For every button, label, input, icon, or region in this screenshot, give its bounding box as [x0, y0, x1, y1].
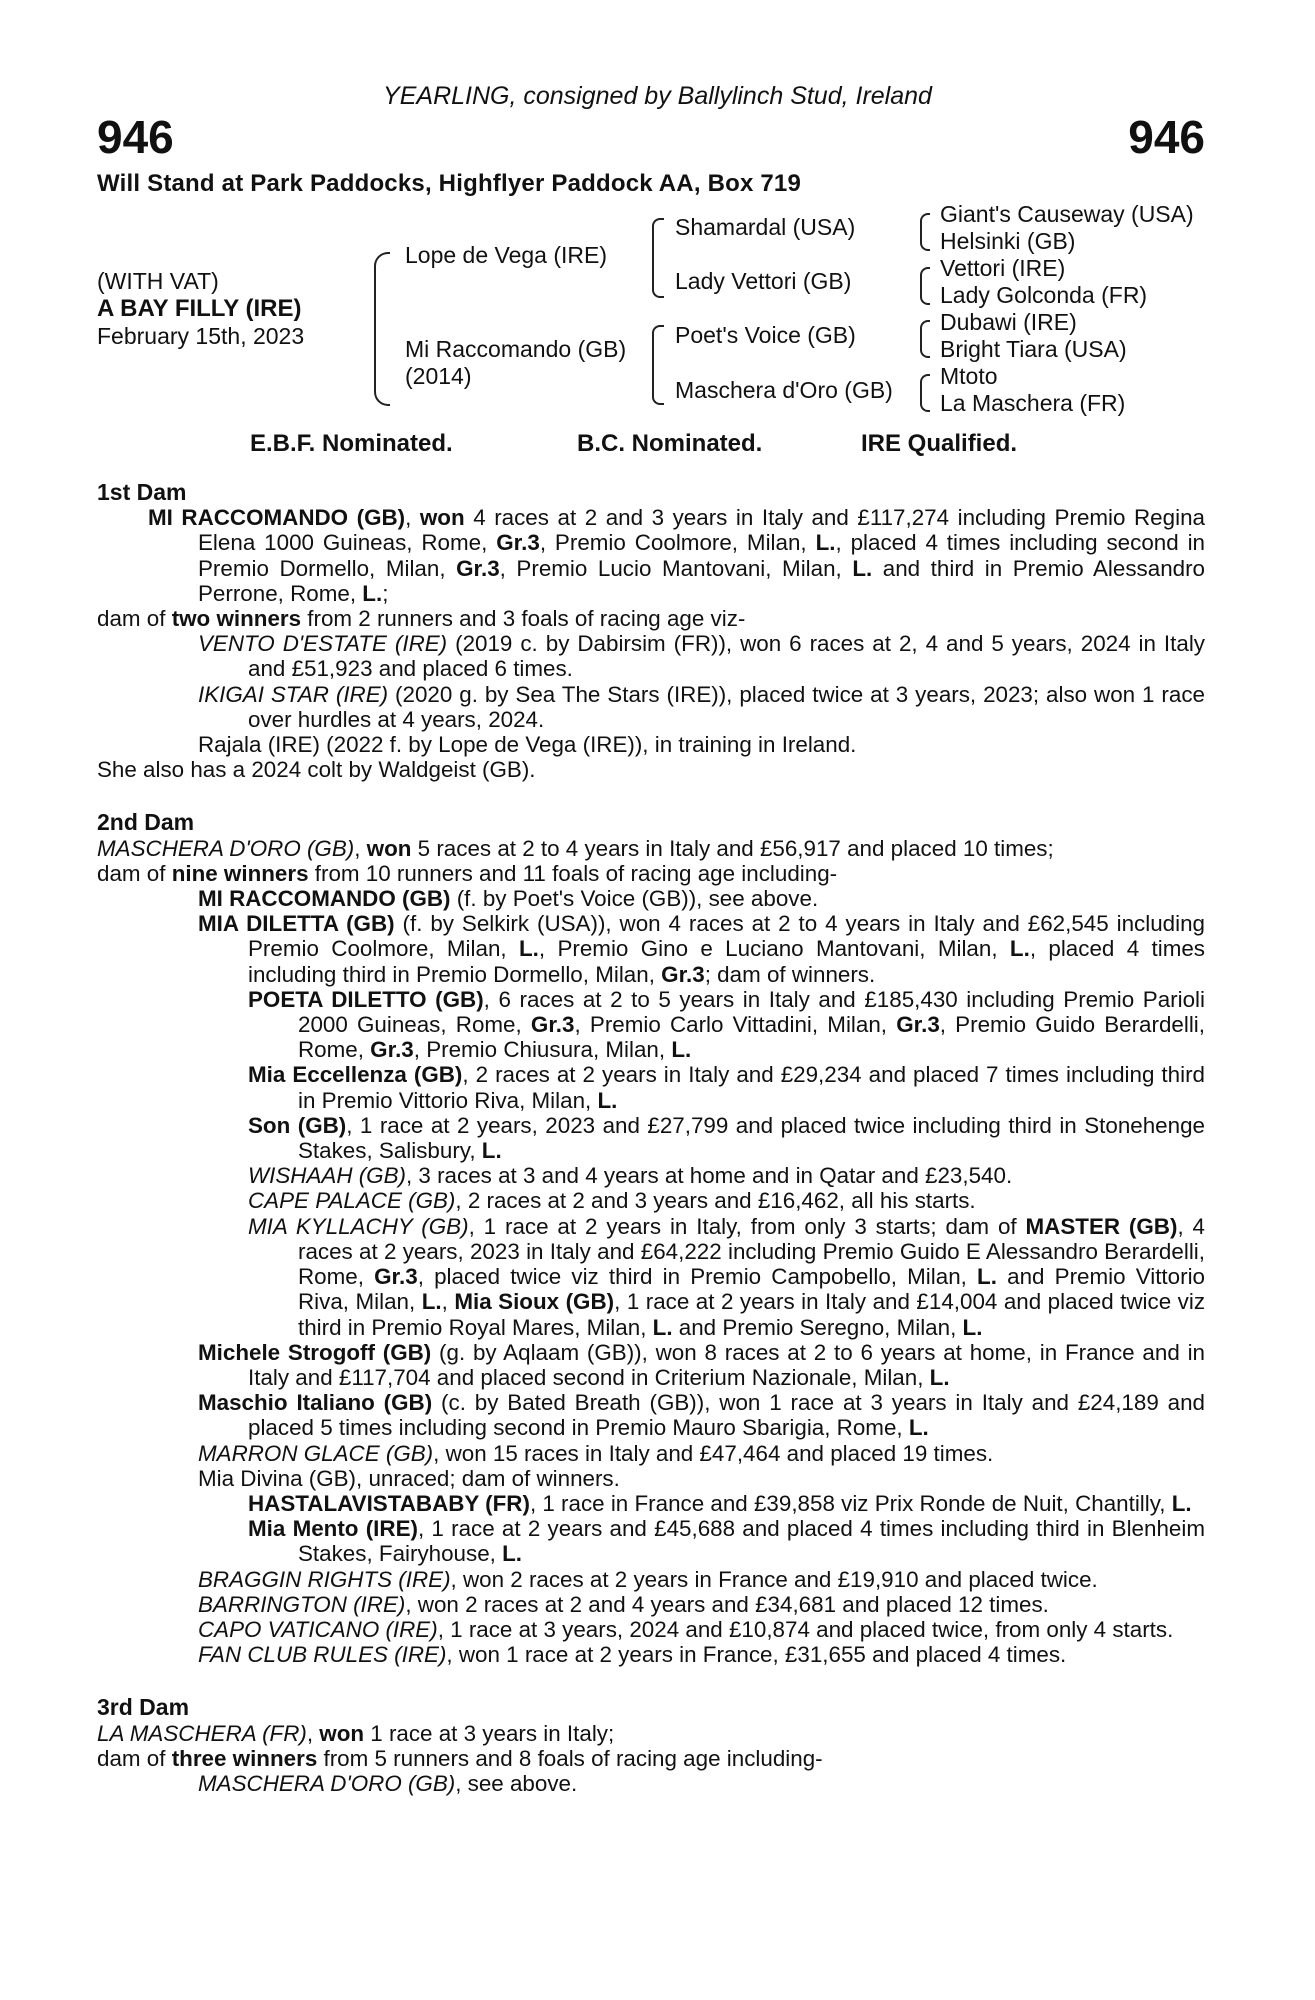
- text: , won 1 race at 2 years in France, £31,655 and placed 4 times.: [446, 1642, 1067, 1668]
- produce-name: HASTALAVISTABABY (FR): [248, 1490, 530, 1516]
- dam-name: MASCHERA D'ORO (GB): [97, 835, 355, 861]
- horse-name: A BAY FILLY (IRE): [97, 295, 302, 322]
- won-word: won: [419, 505, 465, 531]
- grandproduce-entry: [97, 1491, 1205, 1516]
- ggp-brace-4: [920, 374, 930, 412]
- second-dam-heading: 2nd Dam: [97, 809, 195, 836]
- won-word: won: [319, 1720, 365, 1746]
- produce-entry: [97, 1567, 1205, 1592]
- text: , won 2 races at 2 and 4 years and £34,681 and placed 12 times.: [405, 1591, 1049, 1617]
- dam-dam: Maschera d'Oro (GB): [675, 377, 893, 403]
- listed-race: L.: [421, 1289, 442, 1315]
- produce-entry: [97, 1592, 1205, 1617]
- dam-name: LA MASCHERA (FR): [97, 1720, 307, 1746]
- second-dam-entry: MASCHERA D'ORO (GB), won 5 races at 2 to 4 years in Italy and £56,917 and placed 10 times;: [97, 835, 1054, 861]
- produce-name: MIA DILETTA (GB): [198, 911, 395, 937]
- text: , 4 races at 2 years, 2023 in Italy and £64,222 including Premio Guido E Alessandro Berardelli, Rome,: [298, 1213, 1205, 1290]
- second-dam-produce-summary: [97, 861, 1205, 886]
- group-race: Gr.3: [456, 555, 500, 581]
- grandproduce-entry: [97, 1113, 1205, 1163]
- foaled-date: February 15th, 2023: [97, 323, 305, 349]
- text: , 6 races at 2 to 5 years in Italy and £185,430 including Premio Parioli 2000 Guineas, Rome,: [298, 986, 1205, 1038]
- produce-name: Maschio Italiano (GB): [198, 1390, 433, 1416]
- text: , see above.: [455, 1770, 578, 1796]
- ebf-nomination: E.B.F. Nominated.: [250, 430, 453, 457]
- produce-name: Son (GB): [248, 1112, 347, 1138]
- catalogue-body: [97, 480, 1205, 1796]
- produce-name: Michele Strogoff (GB): [198, 1339, 432, 1365]
- produce-entry: [97, 1642, 1205, 1667]
- sale-line: YEARLING, consigned by Ballylinch Stud, Ireland: [383, 82, 932, 110]
- text: , Premio Lucio Mantovani, Milan,: [499, 555, 853, 581]
- produce-name: BARRINGTON (IRE): [198, 1591, 406, 1617]
- grandproduce-entry: [97, 1062, 1205, 1112]
- listed-race: L.: [1171, 1490, 1192, 1516]
- text: 5 races at 2 to 4 years in Italy and £56,917 and placed 10 times;: [411, 835, 1054, 861]
- third-dam-entry: LA MASCHERA (FR), won 1 race at 3 years in Italy;: [97, 1720, 615, 1746]
- produce-entry: Rajala (IRE) (2022 f. by Lope de Vega (IRE)), in training in Ireland.: [198, 732, 857, 758]
- listed-race: L.: [518, 936, 539, 962]
- grandproduce-entry: [97, 1214, 1205, 1340]
- text: , 1 race at 2 years and £45,688 and placed 4 times including third in Blenheim Stakes, Fairyhouse,: [298, 1516, 1205, 1567]
- vat-label: (WITH VAT): [97, 268, 219, 294]
- listed-race: L.: [962, 1314, 983, 1340]
- text: (g. by Aqlaam (GB)), won 8 races at 2 to 6 years at home, in France and in Italy and £117,704 and placed second in Criterium Nazionale, Milan,: [248, 1339, 1205, 1390]
- grandproduce-entry: [97, 1188, 1205, 1213]
- text: , won 15 races in Italy and £47,464 and placed 19 times.: [433, 1440, 994, 1466]
- text: , 3 races at 3 and 4 years at home and in Qatar and £23,540.: [405, 1163, 1013, 1189]
- produce-name: IKIGAI STAR (IRE): [198, 681, 389, 707]
- text: , 1 race at 2 years in Italy, from only 3 starts; dam of: [468, 1213, 1026, 1239]
- ggp-brace-3: [920, 320, 930, 358]
- produce-name: BRAGGIN RIGHTS (IRE): [198, 1566, 451, 1592]
- third-dam-heading: 3rd Dam: [97, 1694, 190, 1721]
- sire-brace: [652, 218, 664, 298]
- produce-entry: [97, 1390, 1205, 1440]
- text: , won 2 races at 2 years in France and £19,910 and placed twice.: [450, 1566, 1098, 1592]
- produce-entry: [97, 911, 1205, 987]
- text: , 2 races at 2 and 3 years and £16,462, all his starts.: [455, 1188, 976, 1214]
- text: 1 race at 3 years in Italy;: [364, 1720, 615, 1746]
- also-has-line: She also has a 2024 colt by Waldgeist (GB).: [97, 757, 536, 783]
- grandproduce-entry: [97, 1163, 1205, 1188]
- text: (2019 c. by Dabirsim (FR)), won 6 races at 2, 4 and 5 years, 2024 in Italy and £51,923 and placed 6 times.: [248, 631, 1206, 682]
- group-race: Gr.3: [496, 530, 540, 556]
- text: , 1 race at 2 years in Italy and £14,004 and placed twice viz third in Premio Royal Mares, Milan,: [298, 1289, 1206, 1340]
- winners-count: two winners: [171, 606, 302, 632]
- produce-entry: [97, 886, 1205, 911]
- listed-race: L.: [481, 1138, 502, 1164]
- text: , 1 race in France and £39,858 viz Prix Ronde de Nuit, Chantilly,: [529, 1490, 1172, 1516]
- produce-name: CAPE PALACE (GB): [248, 1188, 456, 1214]
- produce-entry: [97, 1617, 1205, 1642]
- text: , placed twice viz third in Premio Campobello, Milan,: [417, 1264, 978, 1290]
- third-dam-produce-summary: [97, 1746, 1205, 1771]
- produce-name: VENTO D'ESTATE (IRE): [198, 631, 448, 657]
- produce-name: WISHAAH (GB): [248, 1163, 406, 1189]
- text: , placed 4 times including second in Premio Dormello, Milan,: [198, 530, 1206, 581]
- winners-count: nine winners: [171, 860, 309, 886]
- grandproduce-entry: [97, 987, 1205, 1063]
- text: ,: [441, 1289, 455, 1315]
- ggp-brace-1: [920, 213, 930, 251]
- first-dam-entry: MI RACCOMANDO (GB), won 4 races at 2 and 3 years in Italy and £117,274 including Premio Regina Elena 1000 Guineas, Rome, Gr.3, Premio Coolmore, Milan, L., placed 4 times including second in Premio Dormello, Milan, Gr.3, Premio Lucio Mantovani, Milan, L. and third in Premio Alessandro Perrone, Rome, L.;: [148, 505, 1206, 606]
- listed-race: L.: [852, 555, 873, 581]
- text: dam of: [97, 606, 172, 632]
- text: and Premio Vittorio Riva, Milan,: [298, 1264, 1205, 1315]
- text: (f. by Selkirk (USA)), won 4 races at 2 to 4 years in Italy and £62,545 including Premio Coolmore, Milan,: [248, 911, 1206, 962]
- produce-entry: [97, 1771, 1205, 1796]
- produce-name: Mia Mento (IRE): [248, 1516, 418, 1542]
- ggp-brace-2: [920, 267, 930, 305]
- ggp-1: Giant's Causeway (USA): [940, 201, 1194, 227]
- text: from 2 runners and 3 foals of racing age viz-: [301, 606, 746, 632]
- stand-line: Will Stand at Park Paddocks, Highflyer Paddock AA, Box 719: [97, 170, 802, 197]
- listed-race: L.: [671, 1037, 692, 1063]
- produce-name: Mia Sioux (GB): [454, 1289, 615, 1315]
- won-word: won: [366, 835, 412, 861]
- winners-count: three winners: [171, 1745, 318, 1771]
- sire-sire: Shamardal (USA): [675, 214, 856, 240]
- produce-entry: [97, 1340, 1205, 1390]
- text: from 5 runners and 8 foals of racing age including-: [317, 1745, 823, 1771]
- dam-sire: Poet's Voice (GB): [675, 322, 856, 348]
- ggp-6: Bright Tiara (USA): [940, 336, 1127, 362]
- listed-race: L.: [929, 1364, 950, 1390]
- produce-entry: [97, 1441, 1205, 1466]
- text: dam of: [97, 860, 172, 886]
- text: , placed 4 times including third in Premio Dormello, Milan,: [248, 936, 1206, 987]
- produce-name: MI RACCOMANDO (GB): [198, 886, 451, 912]
- dam: Mi Raccomando (GB): [405, 336, 627, 362]
- ggp-5: Dubawi (IRE): [940, 309, 1077, 335]
- text: and third in Premio Alessandro Perrone, Rome,: [198, 555, 1206, 606]
- produce-name: Mia Eccellenza (GB): [248, 1062, 463, 1088]
- listed-race: L.: [652, 1314, 673, 1340]
- produce-name: CAPO VATICANO (IRE): [198, 1616, 438, 1642]
- ggp-4: Lady Golconda (FR): [940, 282, 1148, 308]
- lot-number-right: 946: [1128, 111, 1205, 163]
- sire-dam: Lady Vettori (GB): [675, 268, 852, 294]
- text: ;: [382, 580, 389, 606]
- group-race: Gr.3: [896, 1012, 940, 1038]
- listed-race: L.: [1009, 936, 1030, 962]
- listed-race: L.: [362, 580, 383, 606]
- group-race: Gr.3: [370, 1037, 414, 1063]
- text: , 1 race at 3 years, 2024 and £10,874 and placed twice, from only 4 starts.: [437, 1616, 1174, 1642]
- text: (c. by Bated Breath (GB)), won 1 race at 3 years in Italy and £24,189 and placed 5 times including second in Premio Mauro Sbarigia, Rome,: [248, 1390, 1205, 1441]
- text: , Premio Guido Berardelli, Rome,: [298, 1012, 1205, 1063]
- produce-name: POETA DILETTO (GB): [248, 986, 484, 1012]
- listed-race: L.: [908, 1415, 929, 1441]
- produce-name: MIA KYLLACHY (GB): [248, 1213, 469, 1239]
- listed-race: L.: [815, 530, 836, 556]
- text: (2020 g. by Sea The Stars (IRE)), placed twice at 3 years, 2023; also won 1 race over hurdles at 4 years, 2024.: [248, 681, 1205, 732]
- produce-name: FAN CLUB RULES (IRE): [198, 1642, 447, 1668]
- text: , 2 races at 2 years in Italy and £29,234 and placed 7 times including third in Premio Vittorio Riva, Milan,: [298, 1062, 1205, 1113]
- text: 4 races at 2 and 3 years in Italy and £117,274 including Premio Regina Elena 1000 Guineas, Rome,: [198, 505, 1205, 556]
- produce-entry: [97, 682, 1205, 732]
- text: , Premio Gino e Luciano Mantovani, Milan,: [538, 936, 1010, 962]
- ggp-8: La Maschera (FR): [940, 390, 1126, 416]
- ggp-7: Mtoto: [940, 363, 998, 389]
- produce-name: MASTER (GB): [1025, 1213, 1178, 1239]
- text: ; dam of winners.: [704, 961, 876, 987]
- group-race: Gr.3: [661, 961, 705, 987]
- first-dam-produce-summary: [97, 606, 1205, 631]
- text: , Premio Carlo Vittadini, Milan,: [574, 1012, 897, 1038]
- dam-name: MI RACCOMANDO (GB): [148, 505, 406, 531]
- sire: Lope de Vega (IRE): [405, 242, 608, 268]
- group-race: Gr.3: [374, 1264, 418, 1290]
- text: , Premio Coolmore, Milan,: [539, 530, 816, 556]
- listed-race: L.: [502, 1541, 523, 1567]
- produce-name: MASCHERA D'ORO (GB): [198, 1770, 456, 1796]
- listed-race: L.: [597, 1087, 618, 1113]
- ggp-2: Helsinki (GB): [940, 228, 1076, 254]
- grandproduce-entry: [97, 1516, 1205, 1566]
- ire-qualified: IRE Qualified.: [861, 430, 1018, 457]
- produce-name: MARRON GLACE (GB): [198, 1440, 434, 1466]
- lot-number-left: 946: [97, 111, 174, 163]
- text: and Premio Seregno, Milan,: [672, 1314, 963, 1340]
- ggp-3: Vettori (IRE): [940, 255, 1066, 281]
- pedigree-brace: [374, 252, 390, 406]
- listed-race: L.: [977, 1264, 997, 1290]
- dam-year: (2014): [405, 363, 472, 389]
- produce-entry: [97, 631, 1205, 681]
- group-race: Gr.3: [530, 1012, 575, 1038]
- produce-entry: Mia Divina (GB), unraced; dam of winners.: [198, 1465, 620, 1491]
- first-dam-heading: 1st Dam: [97, 479, 187, 505]
- text: , 1 race at 2 years, 2023 and £27,799 and placed twice including third in Stonehenge Stakes, Salisbury,: [298, 1112, 1205, 1164]
- bc-nomination: B.C. Nominated.: [577, 430, 763, 457]
- text: (f. by Poet's Voice (GB)), see above.: [450, 886, 819, 912]
- text: , Premio Chiusura, Milan,: [413, 1037, 672, 1063]
- dam-brace: [652, 325, 664, 405]
- text: from 10 runners and 11 foals of racing age including-: [308, 860, 838, 886]
- text: dam of: [97, 1745, 172, 1771]
